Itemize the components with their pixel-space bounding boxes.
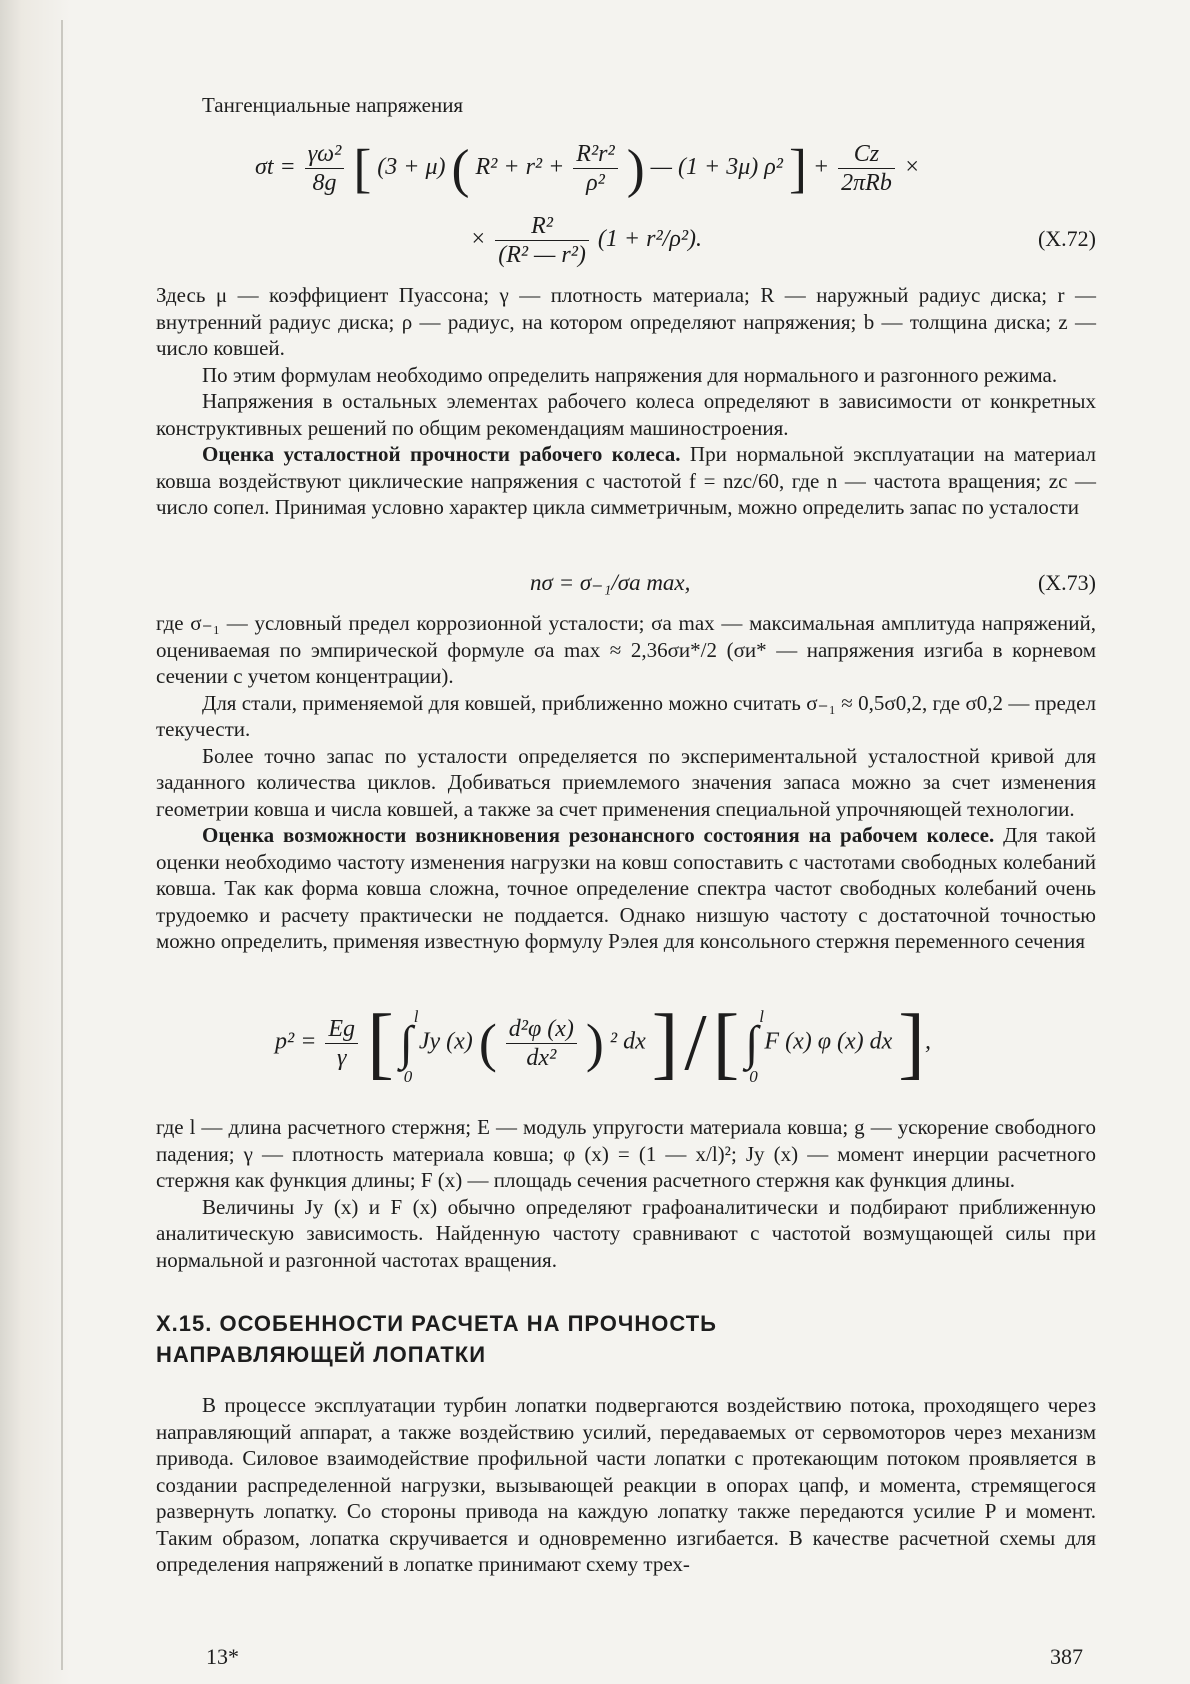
equation-x73 [530, 570, 690, 596]
fatigue-text: При нормальной эксплуатации на материал ковша воздействуют циклические напряжения с частотой f = nzc/60, где n — частота вращения; zc — число сопел. Принимая условно характер цикла симметричным, можно определить запас по усталости [156, 442, 1096, 519]
eq72-inner-fraction [573, 140, 617, 197]
rayleigh-integral-1: ∫ l 0 [399, 1006, 419, 1086]
rayleigh-open-bracket-1: [ [367, 999, 394, 1087]
rayleigh-pow-dx: ² dx [609, 1028, 646, 1055]
section-heading-line2: НАПРАВЛЯЮЩЕЙ ЛОПАТКИ [156, 1342, 487, 1367]
eq72-cz-fraction [838, 140, 895, 197]
scan-edge-line [61, 20, 63, 1670]
fatigue-heading: Оценка усталостной прочности рабочего колеса. [202, 442, 681, 466]
section-heading [156, 1308, 1056, 1370]
resonance-text: Для такой оценки необходимо частоту изменения нагрузки на ковш сопоставить с частотами свободных колебаний ковша. Так как форма ковша сложна, точное определение спектра частот свободных колебаний очень трудоемко и расчету практически не поддается. Однако низшую частоту с достаточной точностью можно определить, применяя известную формулу Рэлея для консольного стержня переменного сечения [156, 823, 1097, 953]
paragraph-guide-vane: В процессе эксплуатации турбин лопатки подвергаются воздействию потока, проходящего через направляющий аппарат, а также воздействию усилий, передаваемых от сервомоторов через механизм привода. Силовое взаимодействие профильной части лопатки с протекающим потоком проявляется в создании распределенной нагрузки, вызывающей реакции в опорах цапф, и момента, стремящегося развернуть лопатку. Со стороны привода на каждую лопатку также передаются усилие P и момент. Таким образом, лопатка скручивается и одновременно изгибается. В качестве расчетной схемы для определения напряжений в лопатке принимают схему трех- [156, 1393, 1096, 1576]
rayleigh-integrand-2: F (x) φ (x) dx [764, 1028, 893, 1055]
intro-label-block [156, 92, 1096, 119]
rayleigh-slash: / [684, 999, 707, 1087]
eq72-tail: (1 + r²/ρ²). [597, 226, 703, 253]
text-block-3 [156, 1114, 1096, 1273]
paragraph-resonance [156, 822, 1096, 955]
section-heading-line1: X.15. ОСОБЕННОСТИ РАСЧЕТА НА ПРОЧНОСТЬ [156, 1311, 717, 1336]
eq72-bracket-b: — (1 + 3μ) ρ² [650, 154, 783, 181]
rayleigh-close-bracket-1: ] [651, 999, 679, 1087]
eq72-coef-den: 8g [312, 170, 337, 196]
rayleigh-integral-2: ∫ l 0 [745, 1006, 764, 1086]
rayleigh-deriv-den: dx² [526, 1044, 557, 1071]
eq72-cz-den: 2πRb [841, 170, 892, 196]
eq72-cz-num: Cz [838, 140, 895, 169]
paragraph-symbols: Здесь μ — коэффициент Пуассона; γ — плотность материала; R — наружный радиус диска; r — внутренний радиус диска; ρ — радиус, на котором определяют напряжения; b — толщина диска; z — число ковшей. [156, 283, 1096, 360]
rayleigh-open-paren: ( [478, 1013, 497, 1073]
paragraph-other-elements: Напряжения в остальных элементах рабочего колеса определяют в зависимости от конкретных конструктивных решений по общим рекомендациям машиностроения. [156, 389, 1096, 440]
rayleigh-open-bracket-2: [ [712, 999, 740, 1087]
rayleigh-comma: , [924, 1028, 931, 1055]
text-block-4 [156, 1392, 1096, 1578]
eq72-plus: + [812, 154, 830, 181]
eq72-inner-a: R² + r² + [475, 154, 565, 181]
paragraph-graphoanalytic: Величины Jy (x) и F (x) обычно определяют графоаналитически и подбирают приближенную аналитическую зависимость. Найденную частоту сравнивают с частотой возмущающей силы при нормальной и разгонной частотах вращения. [156, 1194, 1096, 1272]
page-number: 387 [1050, 1644, 1083, 1669]
paragraph-steel: Для стали, применяемой для ковшей, приближенно можно считать σ₋₁ ≈ 0,5σ0,2, где σ0,2 — предел текучести. [156, 690, 1096, 741]
rayleigh-close-bracket-2: ] [898, 999, 925, 1087]
integral-1-upper: l [413, 1006, 419, 1026]
paragraph-formulas-use: По этим формулам необходимо определить напряжения для нормального и разгонного режима. [202, 362, 1058, 387]
eq72-inner-den: ρ² [586, 170, 605, 196]
eq72-r-den: (R² — r²) [498, 242, 586, 268]
paragraph-sigma-definitions: где σ₋₁ — условный предел коррозионной усталости; σa max — максимальная амплитуда напряжений, оцениваемая по эмпирической формуле σa max ≈ 2,36σи*/2 (σи* — напряжения изгиба в корневом сечении с учетом концентрации). [156, 611, 1096, 688]
eq72-r-fraction [495, 212, 589, 269]
eq73-formula: nσ = σ₋₁/σa max, [530, 570, 691, 595]
paragraph-fatigue-curve: Более точно запас по усталости определяется по экспериментальной усталостной кривой для заданного количества циклов. Добиваться приемлемого значения запаса можно за счет изменения геометрии ковша и числа ковшей, а также за счет применения специальной упрочняющей технологии. [156, 743, 1096, 821]
integral-2-upper: l [759, 1006, 764, 1026]
rayleigh-coef-num: Eg [325, 1015, 358, 1044]
rayleigh-deriv-num: d²φ (x) [506, 1015, 577, 1044]
eq72-inner-num: R²r² [573, 140, 617, 169]
eq72-bracket-a: (3 + μ) [377, 154, 446, 181]
eq73-number: (X.73) [1037, 570, 1096, 595]
equation-x72-line2 [470, 212, 702, 269]
scan-edge-shadow [0, 0, 70, 1684]
eq72-r-num: R² [495, 212, 589, 241]
intro-label: Тангенциальные напряжения [202, 93, 464, 117]
eq72-lhs: σt = [255, 154, 296, 181]
footer-signature: 13* [206, 1644, 239, 1669]
equation-x72-line1 [255, 140, 920, 197]
rayleigh-coef-fraction [325, 1015, 358, 1072]
equation-rayleigh [275, 999, 931, 1103]
rayleigh-lhs: p² = [275, 1028, 317, 1055]
eq72-close-paren: ) [626, 138, 645, 199]
eq72-open-bracket: [ [353, 138, 372, 199]
rayleigh-coef-den: γ [336, 1044, 347, 1071]
eq72-coef-fraction [305, 140, 345, 197]
paragraph-fatigue [156, 441, 1096, 521]
paragraph-rayleigh-definitions: где l — длина расчетного стержня; E — модуль упругости материала ковша; g — ускорение свободного падения; γ — плотность материала ковша; φ (x) = (1 — x/l)²; Jy (x) — момент инерции расчетного стержня как функция длины; F (x) — площадь сечения расчетного стержня как функция длины. [156, 1115, 1096, 1192]
eq72-number: (X.72) [1037, 226, 1096, 251]
eq72-close-bracket: ] [788, 138, 807, 199]
integral-2-lower: 0 [749, 1066, 758, 1086]
resonance-heading: Оценка возможности возникновения резонансного состояния на рабочем колесе. [202, 823, 995, 847]
eq72-times: × [903, 154, 921, 181]
eq72-coef-num: γω² [305, 140, 345, 169]
rayleigh-deriv-fraction [506, 1015, 577, 1072]
integral-1-lower: 0 [403, 1066, 413, 1086]
text-block-1 [156, 282, 1096, 521]
text-block-2 [156, 610, 1096, 955]
rayleigh-close-paren: ) [585, 1013, 604, 1073]
eq72-line2-times: × [470, 226, 487, 253]
eq72-open-paren: ( [451, 138, 470, 199]
rayleigh-integrand-1: Jy (x) [418, 1028, 473, 1055]
